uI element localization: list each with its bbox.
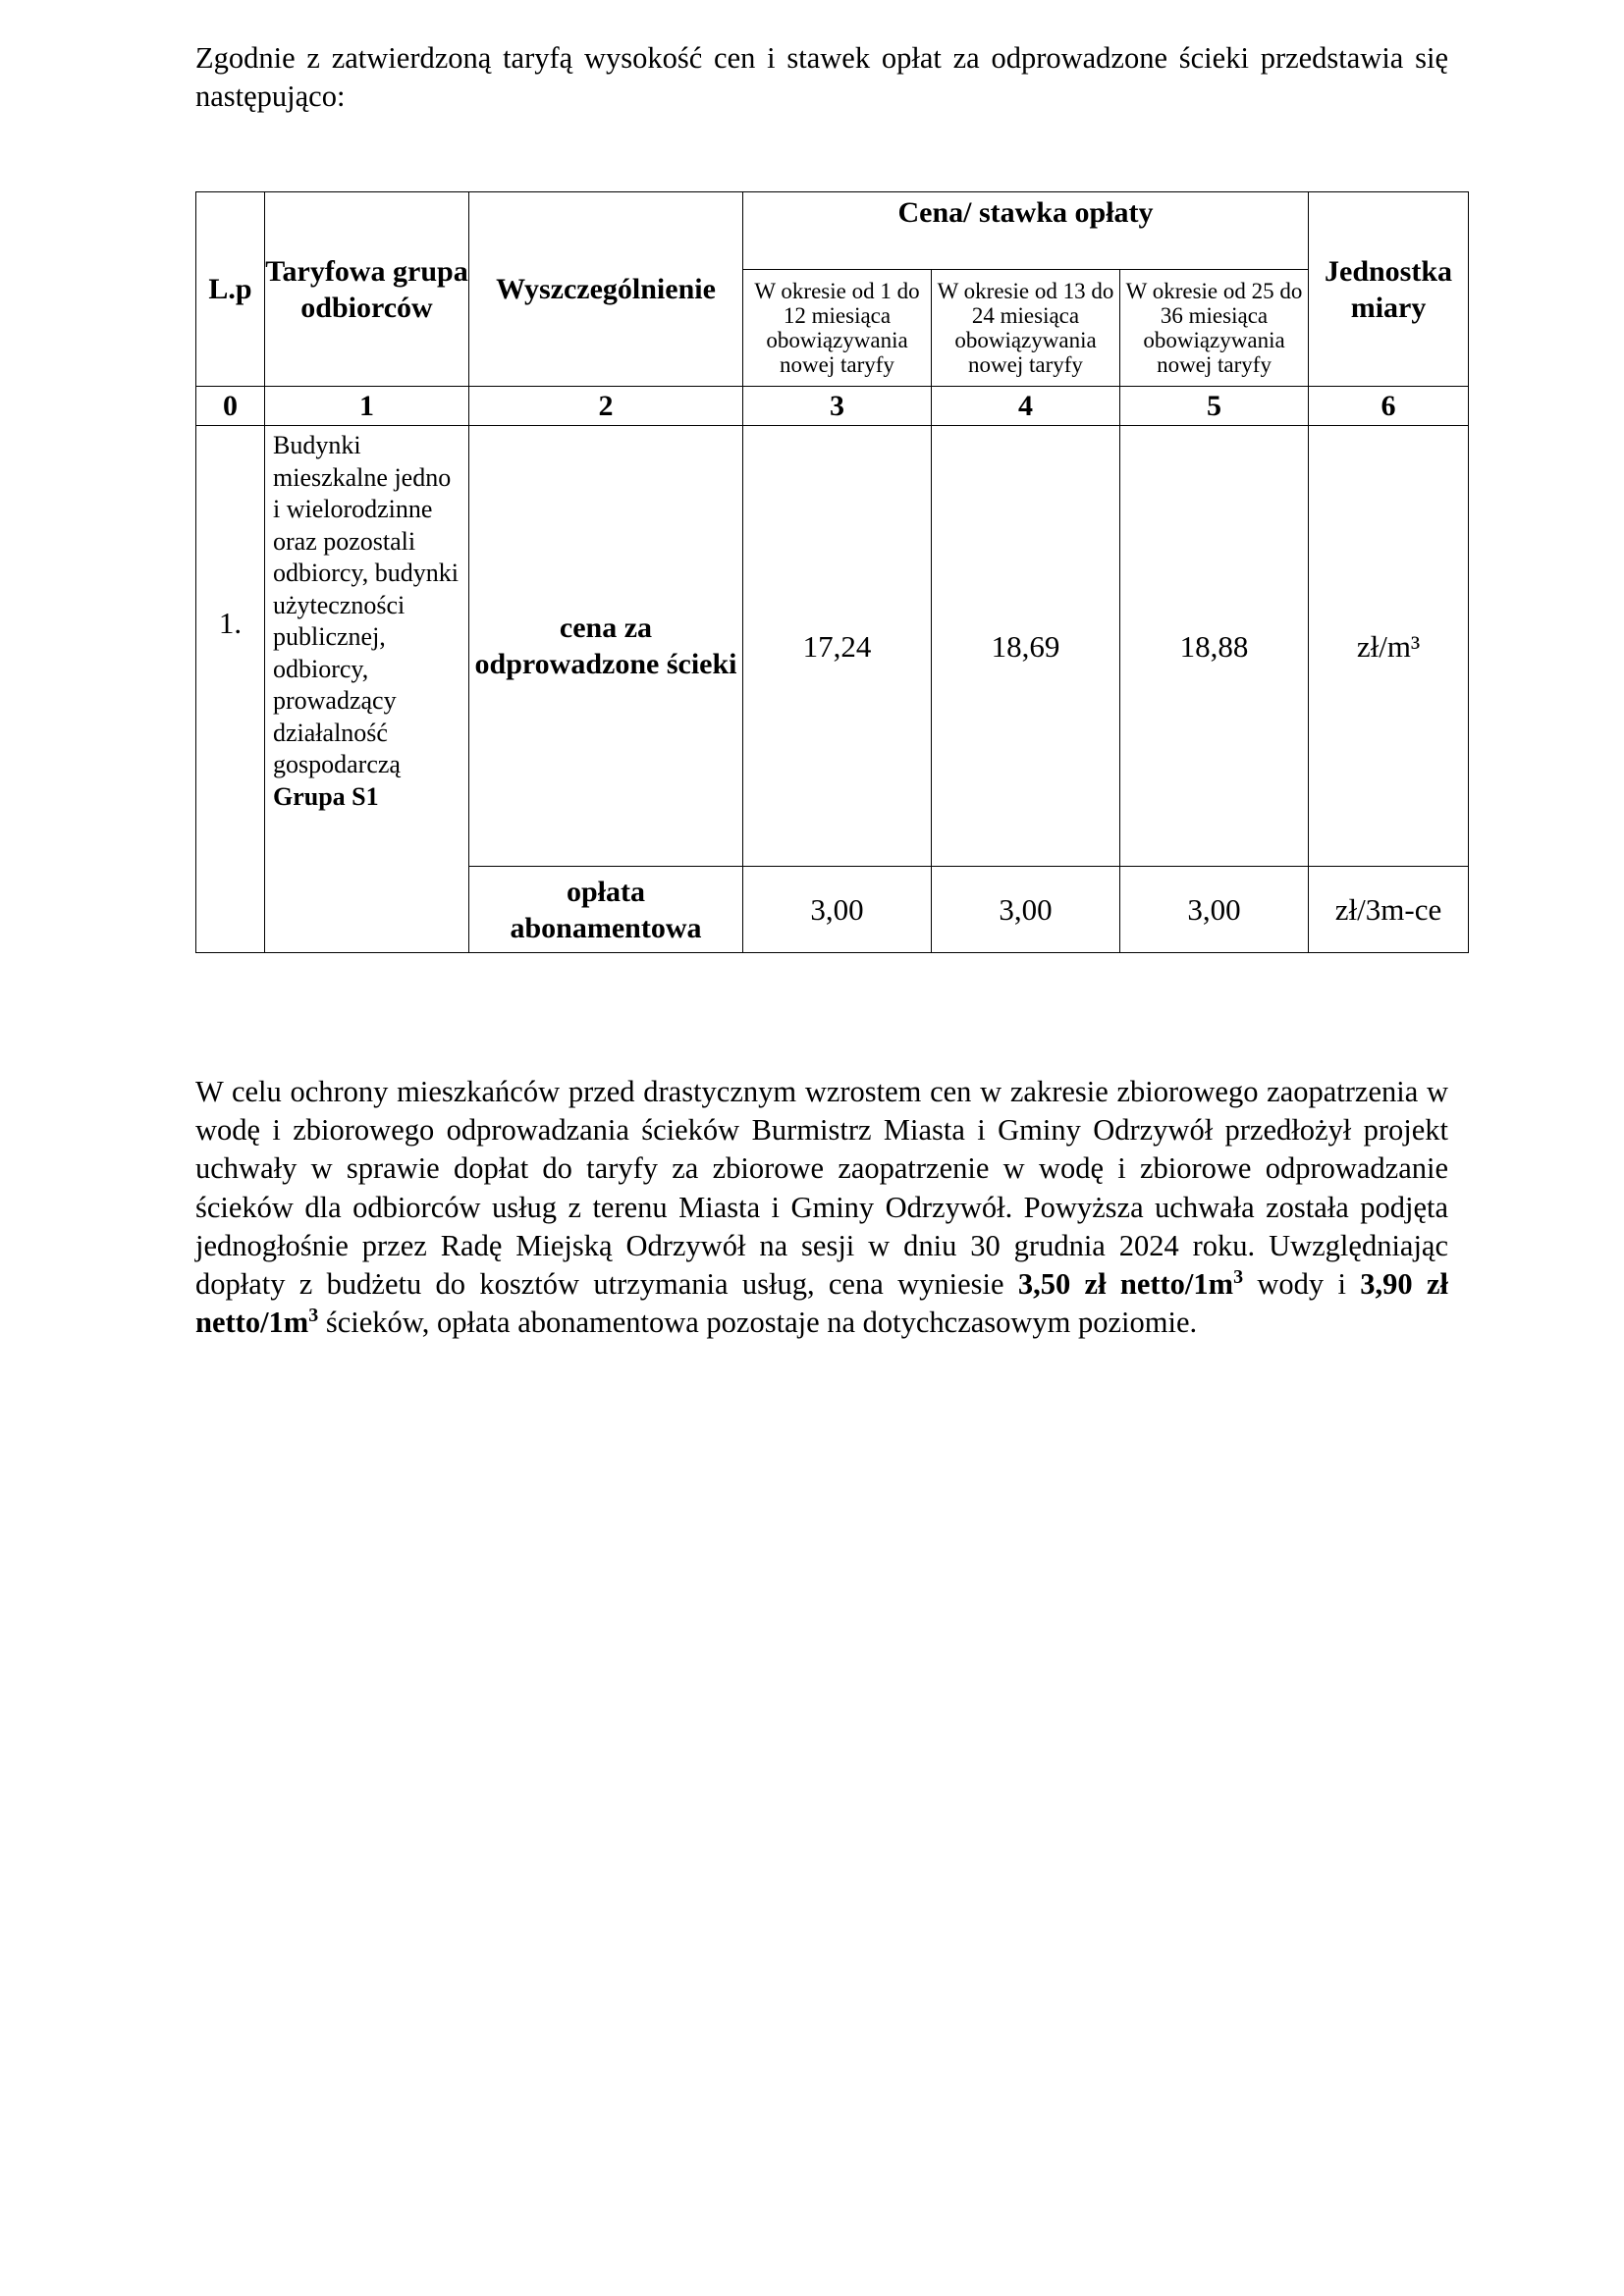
column-number: 3 xyxy=(743,387,932,426)
customer-group-label: Grupa S1 xyxy=(273,781,379,811)
table-row-sewage-price xyxy=(196,426,1469,867)
column-number: 0 xyxy=(196,387,265,426)
header-description: Wyszczególnienie xyxy=(469,192,743,387)
intro-paragraph: Zgodnie z zatwierdzoną taryfą wysokość cen i stawek opłat za odprowadzone ścieki przedstawia się następująco: xyxy=(195,41,1448,113)
column-number: 6 xyxy=(1309,387,1469,426)
column-number: 1 xyxy=(265,387,469,426)
item-description: cena za odprowadzone ścieki xyxy=(469,426,743,867)
item-description: opłata abonamentowa xyxy=(469,867,743,953)
price-unit: zł/m³ xyxy=(1309,426,1469,867)
header-row-1 xyxy=(196,192,1469,270)
customer-group-cell xyxy=(265,426,469,953)
fee-period-2: 3,00 xyxy=(932,867,1120,953)
water-price xyxy=(1018,1267,1243,1301)
paragraph-text: W celu ochrony mieszkańców przed drastycznym wzrostem cen w zakresie zbiorowego zaopatrzenia w wodę i zbiorowego odprowadzania ścieków Burmistrz Miasta i Gminy Odrzywół przedłożył projekt uchwały w sprawie dopłat do taryfy za zbiorowe zaopatrzenie w wodę i zbiorowe odprowadzanie ścieków dla odbiorców usług z terenu Miasta i Gminy Odrzywół. Powyższa uchwała została podjęta jednogłośnie przez Radę Miejską Odrzywół na sesji w dniu 30 grudnia 2024 roku. Uwzględniając dopłaty z budżetu do kosztów utrzymania usług, cena wyniesie xyxy=(195,1075,1448,1302)
header-period-3: W okresie od 25 do 36 miesiąca obowiązywania nowej taryfy xyxy=(1120,270,1309,387)
water-price-value: 3,50 zł netto/1m xyxy=(1017,1267,1234,1302)
price-period-2: 18,69 xyxy=(932,426,1120,867)
header-period-2: W okresie od 13 do 24 miesiąca obowiązywania nowej taryfy xyxy=(932,270,1120,387)
fee-period-3: 3,00 xyxy=(1120,867,1309,953)
header-price-group: Cena/ stawka opłaty xyxy=(743,192,1309,270)
row-lp: 1. xyxy=(196,426,265,953)
header-unit: Jednostka miary xyxy=(1309,192,1469,387)
column-number: 4 xyxy=(932,387,1120,426)
paragraph-text: wody i xyxy=(1243,1267,1361,1302)
header-group: Taryfowa grupa odbiorców xyxy=(265,192,469,387)
paragraph-text: ścieków, opłata abonamentowa pozostaje na dotychczasowym poziomie. xyxy=(318,1306,1198,1340)
sewage-price-value: 3,90 zł netto/1m xyxy=(195,1267,1448,1340)
column-number: 5 xyxy=(1120,387,1309,426)
column-number-row xyxy=(196,387,1469,426)
customer-group-text: Budynki mieszkalne jedno i wielorodzinne oraz pozostali odbiorcy, budynki użyteczności publicznej, odbiorcy, prowadzący działalność gospodarczą xyxy=(273,431,459,778)
header-period-1: W okresie od 1 do 12 miesiąca obowiązywania nowej taryfy xyxy=(743,270,932,387)
price-period-3: 18,88 xyxy=(1120,426,1309,867)
column-number: 2 xyxy=(469,387,743,426)
price-period-1: 17,24 xyxy=(743,426,932,867)
subsidy-paragraph xyxy=(195,1073,1448,1342)
superscript: 3 xyxy=(1233,1266,1244,1289)
fee-unit: zł/3m-ce xyxy=(1309,867,1469,953)
superscript: 3 xyxy=(308,1305,319,1327)
tariff-table xyxy=(195,191,1469,953)
header-lp: L.p xyxy=(196,192,265,387)
fee-period-1: 3,00 xyxy=(743,867,932,953)
